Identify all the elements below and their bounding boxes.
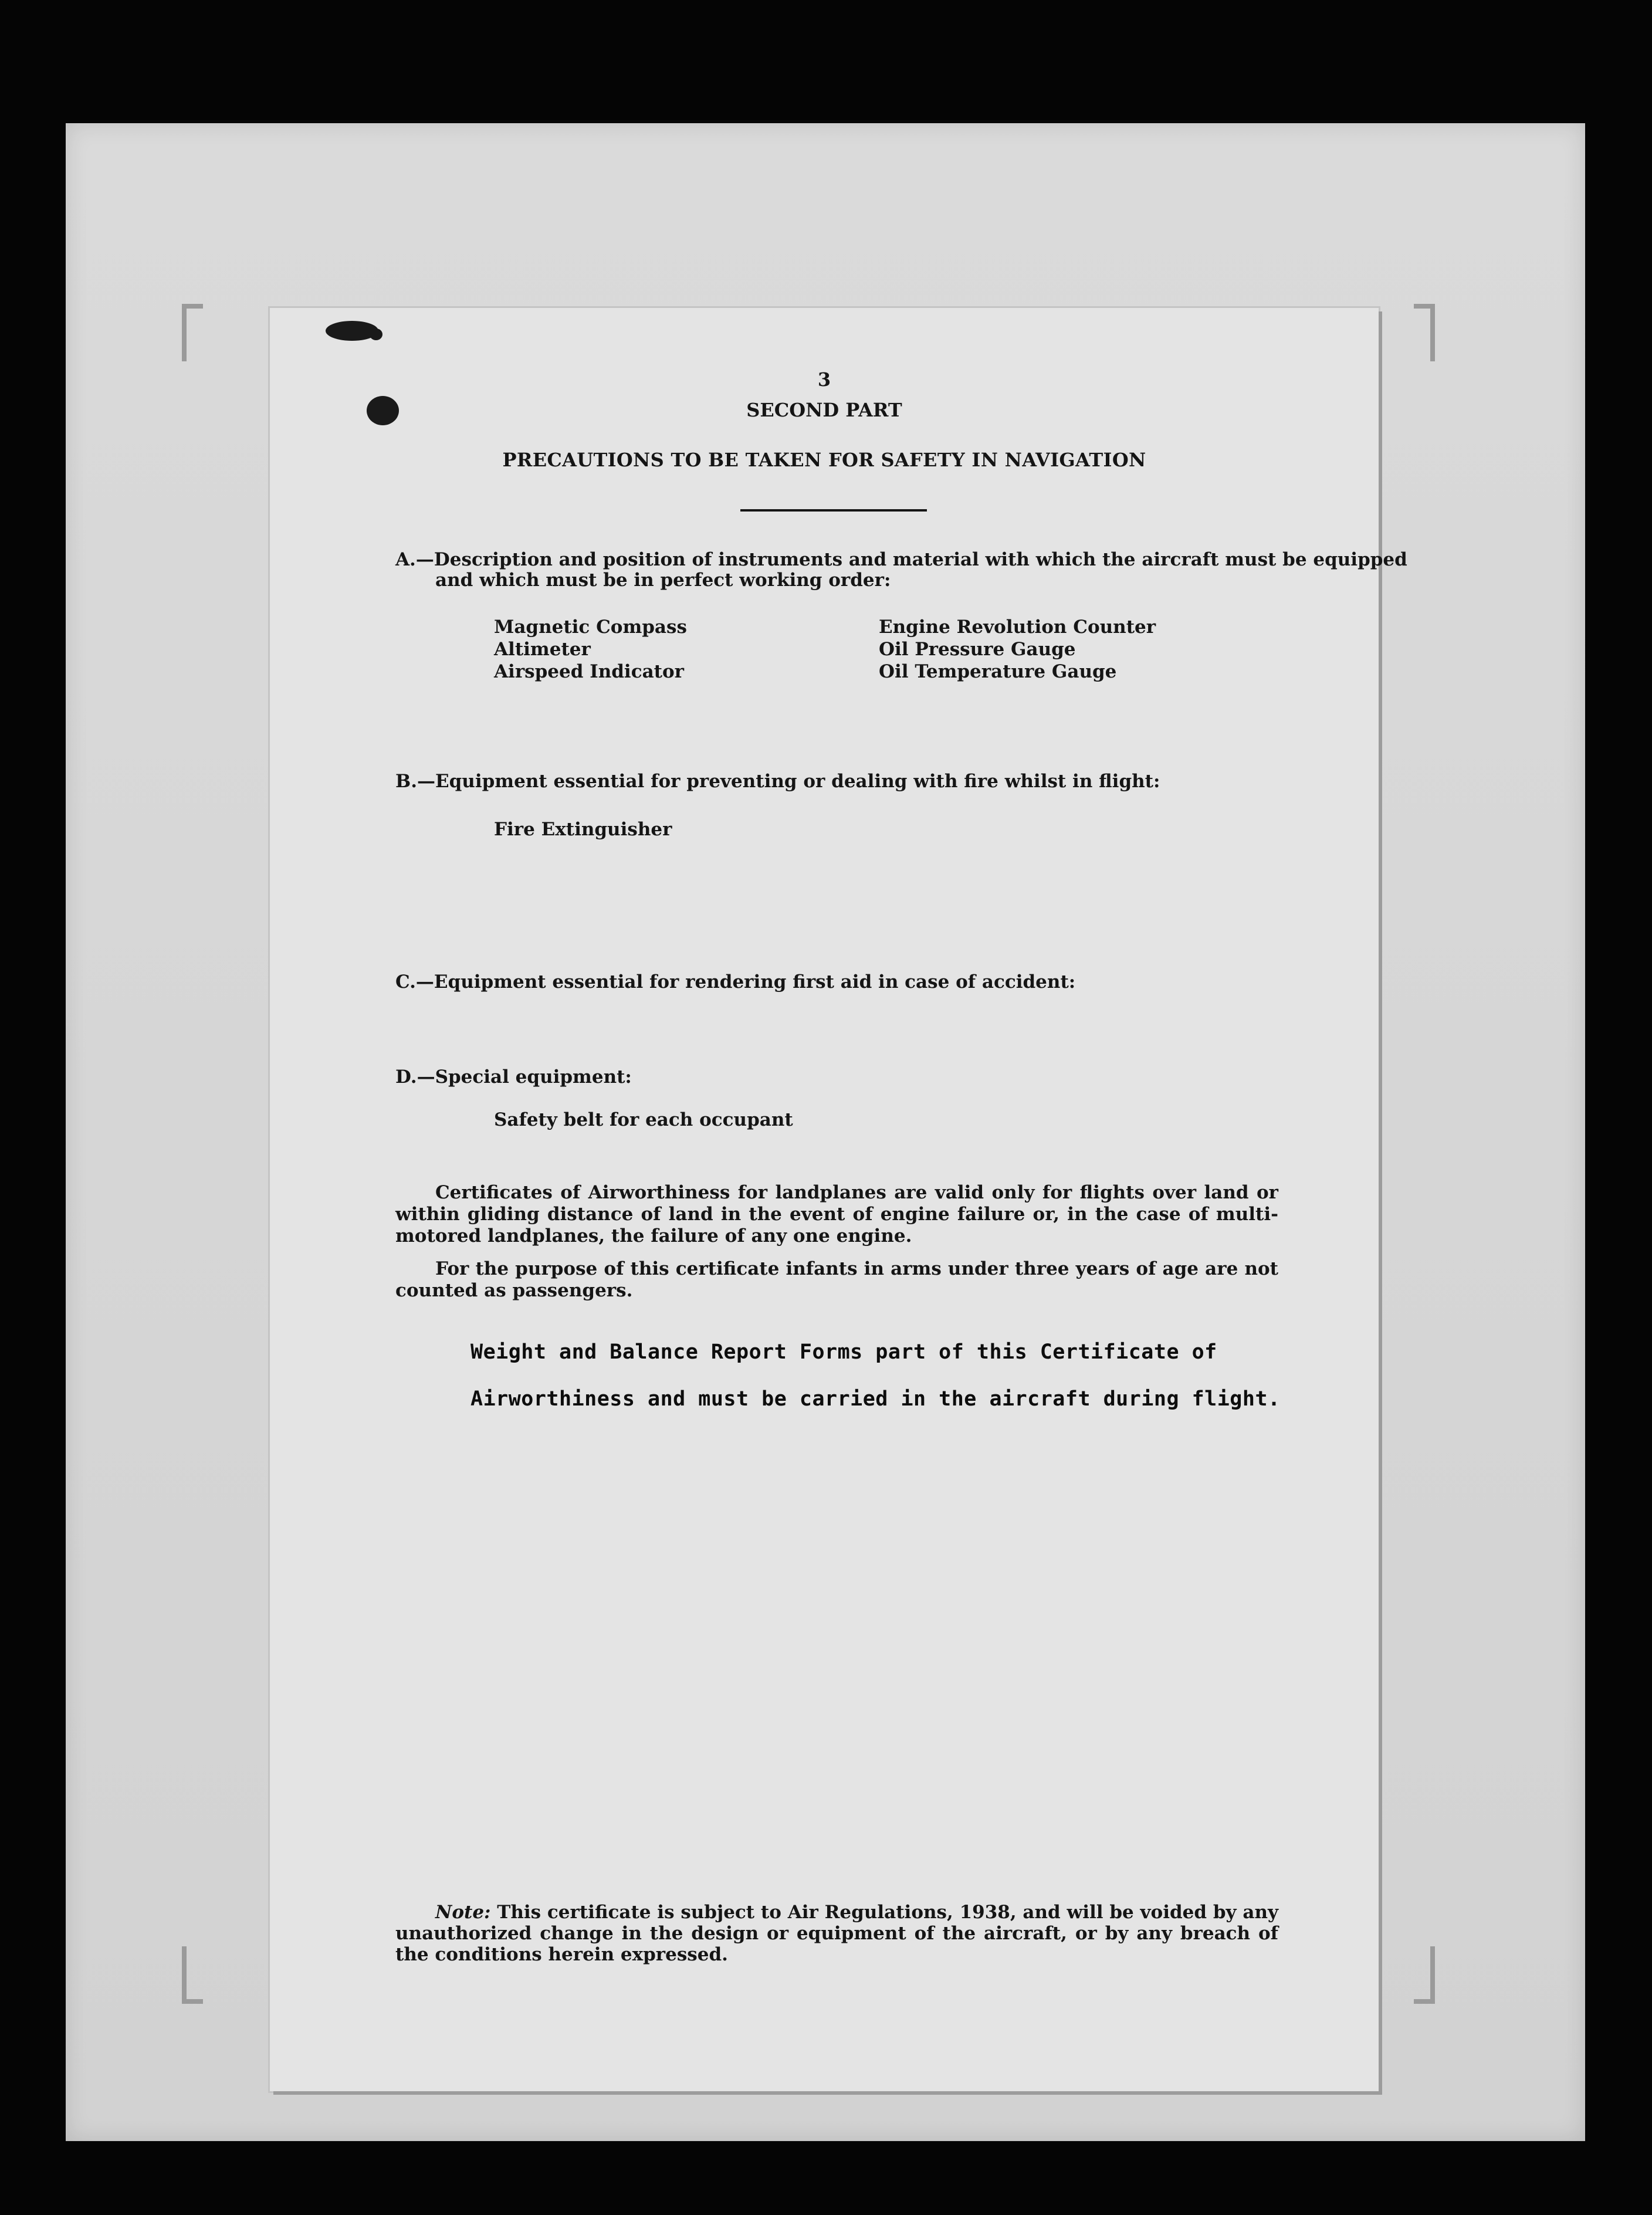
punch-hole-mark — [370, 328, 382, 340]
instrument-item: Altimeter — [494, 639, 591, 660]
instrument-item: Oil Temperature Gauge — [879, 661, 1117, 682]
infants-paragraph: For the purpose of this certificate infants in arms under three years of age are not counted as passengers. — [395, 1258, 1278, 1301]
section-d-item: Safety belt for each occupant — [494, 1109, 793, 1130]
footer-note — [395, 1902, 1278, 1965]
title-divider — [740, 509, 927, 512]
instrument-item: Airspeed Indicator — [494, 661, 684, 682]
crop-mark-bottom-left — [182, 1946, 203, 2004]
instrument-item: Engine Revolution Counter — [879, 617, 1156, 638]
section-a-heading-line1: A.—Description and position of instruments and material with which the aircraft must be equipped — [395, 549, 1407, 570]
crop-mark-top-right — [1414, 304, 1435, 361]
crop-mark-bottom-right — [1414, 1946, 1435, 2004]
section-b-item: Fire Extinguisher — [494, 819, 672, 840]
instrument-item: Oil Pressure Gauge — [879, 639, 1076, 660]
footer-note-label: Note: — [435, 1902, 491, 1923]
typed-weight-balance-line2: Airworthiness and must be carried in the aircraft during flight. — [470, 1387, 1281, 1411]
page-number: 3 — [817, 368, 831, 391]
section-d-heading: D.—Special equipment: — [395, 1066, 632, 1088]
instrument-item: Magnetic Compass — [494, 617, 687, 638]
document-page — [270, 308, 1407, 2091]
validity-paragraph: Certificates of Airworthiness for landplanes are valid only for flights over land or within gliding distance of land in the event of engine failure or, in the case of multi-motored landplanes, the failure of any one engine. — [395, 1182, 1278, 1247]
crop-mark-top-left — [182, 304, 203, 361]
section-c-heading: C.—Equipment essential for rendering first aid in case of accident: — [395, 971, 1076, 993]
section-b-heading: B.—Equipment essential for preventing or dealing with fire whilst in flight: — [395, 771, 1160, 792]
typed-weight-balance-line1: Weight and Balance Report Forms part of this Certificate of — [470, 1340, 1217, 1364]
part-title: SECOND PART — [746, 399, 902, 421]
main-title: PRECAUTIONS TO BE TAKEN FOR SAFETY IN NAVIGATION — [502, 449, 1146, 471]
section-a-heading-line2: and which must be in perfect working order: — [435, 570, 891, 591]
footer-note-text: This certificate is subject to Air Regulations, 1938, and will be voided by any unauthorized change in the design or equipment of the aircraft, or by any breach of the conditions herein expressed. — [395, 1902, 1278, 1965]
